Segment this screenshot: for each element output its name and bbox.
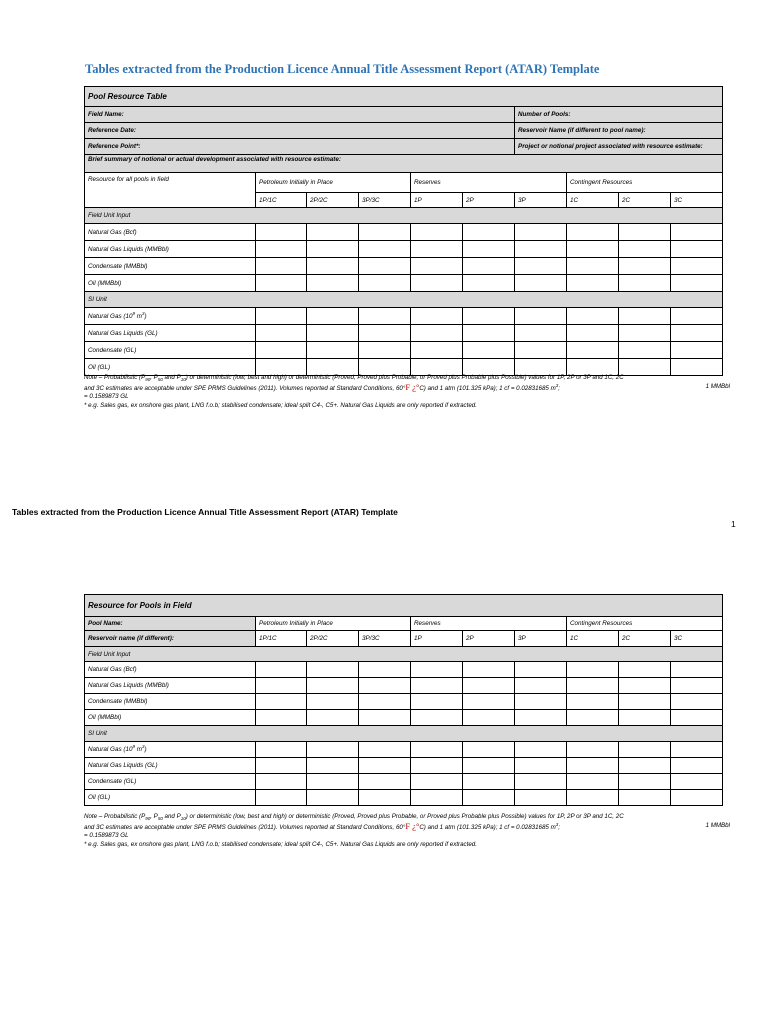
row-label: Condensate (GL) — [85, 774, 256, 790]
row-label: Natural Gas Liquids (MMBbl) — [85, 241, 256, 258]
table-row — [85, 308, 723, 325]
column-header: 1P/1C — [256, 193, 307, 208]
column-header: 2P/2C — [307, 631, 359, 647]
row-label: Natural Gas ($10^9$ $m^3$) — [85, 742, 256, 758]
reserves-group-header: Reserves — [411, 617, 567, 631]
table-row — [85, 275, 723, 292]
document-title: Tables extracted from the Production Licence Annual Title Assessment Report (ATAR) Template — [85, 62, 600, 76]
table-row — [85, 790, 723, 806]
piip-group-header: Petroleum Initially in Place — [256, 173, 411, 193]
column-header: 1P/1C — [256, 631, 307, 647]
contingent-group-header: Contingent Resources — [567, 617, 723, 631]
pool-name-label: Pool Name: — [85, 617, 256, 631]
column-header: 2P — [463, 193, 515, 208]
column-header: 2P/2C — [307, 193, 359, 208]
row-label: Condensate (MMBbl) — [85, 694, 256, 710]
column-header: 3C — [671, 631, 723, 647]
table-row — [85, 342, 723, 359]
number-of-pools-label: Number of Pools: — [515, 107, 723, 123]
section-field-unit: Field Unit Input — [85, 647, 723, 662]
table-row — [85, 662, 723, 678]
table-row — [85, 258, 723, 275]
row-label: Natural Gas Liquids (GL) — [85, 325, 256, 342]
row-label: Natural Gas (Bcf) — [85, 224, 256, 241]
table-row — [85, 359, 723, 376]
piip-group-header: Petroleum Initially in Place — [256, 617, 411, 631]
reservoir-name-label: Reservoir Name (if different to pool name): — [515, 123, 723, 139]
field-name-label: Field Name: — [85, 107, 515, 123]
reservoir-name-label: Reservoir name (if different): — [85, 631, 256, 647]
row-label: Natural Gas (Bcf) — [85, 662, 256, 678]
table-row — [85, 694, 723, 710]
table-note: Note – Probabilistic ($P_{90}$, $P_{50}$ and $P_{10}$) or deterministic (low, best and high) or deterministic (Proved, Proved plus Probable, or Proved plus Probable plus Possible) values for 1P, 2P or 3P and 1C, 2C and 3C estimates are acceptable under SPE PRMS Guidelines (2011). Volumes reported at Standard Conditions, 60°F ¿°C) and 1 atm (101.325 kPa); 1 cf = 0.02831685 $m^3$; 1 MMBbl = 0.1589873 GL * e.g. Sales gas, ex onshore gas plant, LNG f.o.b; stabilised condensate; ideal split C4-, C5+. Natural Gas Liquids are only reported if extracted. — [84, 813, 736, 849]
project-label: Project or notional project associated with resource estimate: — [515, 139, 723, 155]
column-header: 3P — [515, 631, 567, 647]
reserves-group-header: Reserves — [411, 173, 567, 193]
footnote: * e.g. Sales gas, ex onshore gas plant, LNG f.o.b; stabilised condensate; ideal split C4-, C5+. Natural Gas Liquids are only reported if extracted. — [84, 840, 477, 848]
table-title: Resource for Pools in Field — [85, 595, 723, 617]
reference-point-label: Reference Point*: — [85, 139, 515, 155]
row-label: Natural Gas Liquids (MMBbl) — [85, 678, 256, 694]
contingent-group-header: Contingent Resources — [567, 173, 723, 193]
reference-date-label: Reference Date: — [85, 123, 515, 139]
column-header: 2P — [463, 631, 515, 647]
table-title: Pool Resource Table — [85, 87, 723, 107]
section-si-unit: SI Unit — [85, 292, 723, 308]
pool-resource-table — [84, 86, 723, 376]
resource-for-pools-table — [84, 594, 723, 806]
column-header: 1C — [567, 193, 619, 208]
column-header: 3P/3C — [359, 193, 411, 208]
row-label: Oil (MMBbl) — [85, 275, 256, 292]
column-header: 3P — [515, 193, 567, 208]
column-header: 2C — [619, 631, 671, 647]
footnote: * e.g. Sales gas, ex onshore gas plant, LNG f.o.b; stabilised condensate; ideal split C4-, C5+. Natural Gas Liquids are only reported if extracted. — [84, 401, 477, 409]
table-row — [85, 224, 723, 241]
row-label: Oil (GL) — [85, 790, 256, 806]
column-header: 1P — [411, 193, 463, 208]
row-label: Natural Gas ($10^9$ $m^3$) — [85, 308, 256, 325]
row-label: Oil (MMBbl) — [85, 710, 256, 726]
table-row — [85, 774, 723, 790]
table-row — [85, 678, 723, 694]
column-header: 2C — [619, 193, 671, 208]
column-header: 3C — [671, 193, 723, 208]
table-row — [85, 241, 723, 258]
table-row — [85, 742, 723, 758]
resource-label: Resource for all pools in field — [85, 173, 256, 208]
row-label: Natural Gas Liquids (GL) — [85, 758, 256, 774]
column-header: 3P/3C — [359, 631, 411, 647]
summary-label: Brief summary of notional or actual development associated with resource estimate: — [85, 155, 723, 173]
table-row — [85, 325, 723, 342]
column-header: 1P — [411, 631, 463, 647]
row-label: Oil (GL) — [85, 359, 256, 376]
table-note: Note – Probabilistic ($P_{90}$, $P_{50}$ and $P_{10}$) or deterministic (low, best and high) or deterministic (Proved, Proved plus Probable, or Proved plus Probable plus Possible) values for 1P, 2P or 3P and 1C, 2C and 3C estimates are acceptable under SPE PRMS Guidelines (2011). Volumes reported at Standard Conditions, 60°F ¿°C) and 1 atm (101.325 kPa); 1 cf = 0.02831685 $m^3$; 1 MMBbl = 0.1589873 GL * e.g. Sales gas, ex onshore gas plant, LNG f.o.b; stabilised condensate; ideal split C4-, C5+. Natural Gas Liquids are only reported if extracted. — [84, 374, 736, 410]
page-number: 1 — [731, 519, 736, 529]
table-row — [85, 710, 723, 726]
table-row — [85, 758, 723, 774]
column-header: 1C — [567, 631, 619, 647]
section-si-unit: SI Unit — [85, 726, 723, 742]
row-label: Condensate (MMBbl) — [85, 258, 256, 275]
row-label: Condensate (GL) — [85, 342, 256, 359]
section-field-unit: Field Unit Input — [85, 208, 723, 224]
page-header: Tables extracted from the Production Licence Annual Title Assessment Report (ATAR) Template — [12, 507, 398, 517]
